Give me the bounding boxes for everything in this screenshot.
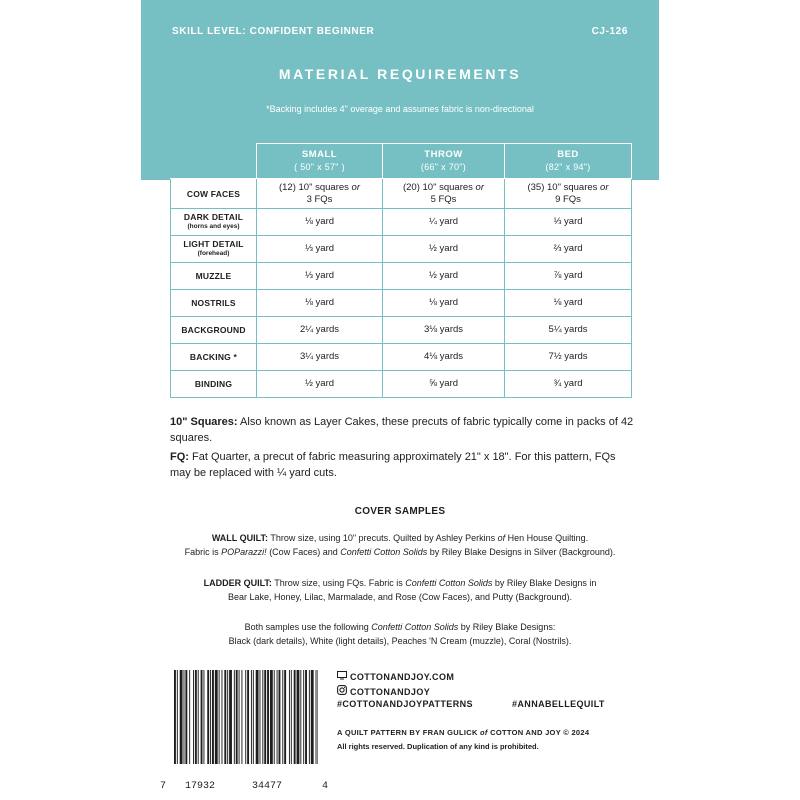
- barcode-bar: [236, 670, 238, 764]
- barcode-bar: [270, 670, 273, 764]
- cell-bed: ⅞ yard: [505, 263, 632, 290]
- row-label: DARK DETAIL (horns and eyes): [171, 209, 257, 236]
- barcode-bar: [222, 670, 223, 764]
- barcode-bar: [251, 670, 252, 764]
- website-link[interactable]: COTTONANDJOY.COM: [337, 671, 454, 682]
- barcode-group-1: 17932: [185, 781, 216, 792]
- table-row: [171, 317, 632, 344]
- cell-throw: ¼ yard: [383, 209, 505, 236]
- cell-throw: 4⅛ yards: [383, 344, 505, 371]
- column-dims: (66" x 70"): [420, 162, 467, 172]
- barcode-digit-last: 4: [322, 781, 329, 792]
- barcode-bar: [184, 670, 185, 764]
- barcode-bar: [198, 670, 199, 764]
- column-small: [257, 144, 383, 179]
- barcode-bar: [294, 670, 296, 764]
- barcode-bar: [309, 670, 310, 764]
- cell-small: (12) 10" squares or 3 FQs: [257, 179, 383, 209]
- cell-throw: ⅝ yard: [383, 371, 505, 398]
- barcode-bar: [174, 670, 176, 764]
- cell-bed: 7½ yards: [505, 344, 632, 371]
- cell-small: ⅓ yard: [257, 236, 383, 263]
- backing-note: *Backing includes 4" overage and assumes fabric is non-directional: [266, 104, 534, 114]
- row-label: BACKING *: [171, 344, 257, 371]
- barcode-bar: [180, 670, 183, 764]
- barcode-bar: [316, 670, 317, 764]
- cover-samples-title: COVER SAMPLES: [354, 506, 446, 517]
- barcode-bar: [245, 670, 246, 764]
- barcode-bar: [210, 670, 211, 764]
- barcode-bar: [203, 670, 204, 764]
- cell-throw: 3⅛ yards: [383, 317, 505, 344]
- barcode-bar: [234, 670, 235, 764]
- cell-small: 3¼ yards: [257, 344, 383, 371]
- barcode-bar: [224, 670, 226, 764]
- barcode-bar: [305, 670, 307, 764]
- cell-bed: ¾ yard: [505, 371, 632, 398]
- barcode-bar: [256, 670, 259, 764]
- cell-bed: ⅓ yard: [505, 209, 632, 236]
- barcode-bar: [291, 670, 292, 764]
- barcode-bar: [297, 670, 300, 764]
- barcode-bar: [193, 670, 194, 764]
- column-name: BED: [557, 149, 579, 160]
- hashtag-quilt: #ANNABELLEQUILT: [512, 699, 605, 709]
- cell-small: ½ yard: [257, 371, 383, 398]
- barcode-bar: [241, 670, 242, 764]
- barcode-bar: [253, 670, 254, 764]
- monitor-icon: [337, 671, 347, 682]
- barcode: [174, 670, 318, 764]
- wall-quilt-description: WALL QUILT: Throw size, using 10" precuts. Quilted by Ashley Perkins of Hen House Quilting. Fabric is POParazzi! (Cow Faces) and Confetti Cotton Solids by Riley Blake Designs in Silver (Background).: [184, 533, 616, 557]
- cell-bed: (35) 10" squares or 9 FQs: [505, 179, 632, 209]
- cell-bed: ⅛ yard: [505, 290, 632, 317]
- barcode-bar: [279, 670, 281, 764]
- barcode-bar: [303, 670, 304, 764]
- barcode-bar: [317, 670, 318, 764]
- cell-bed: ⅔ yard: [505, 236, 632, 263]
- row-label: BINDING: [171, 371, 257, 398]
- barcode-bar: [207, 670, 209, 764]
- barcode-bar: [201, 670, 203, 764]
- barcode-bar: [212, 670, 214, 764]
- column-bed: [505, 144, 632, 179]
- table-corner: [171, 144, 257, 179]
- row-label: MUZZLE: [171, 263, 257, 290]
- barcode-bar: [277, 670, 278, 764]
- cell-throw: ½ yard: [383, 263, 505, 290]
- row-label: LIGHT DETAIL (forehead): [171, 236, 257, 263]
- barcode-bar: [311, 670, 314, 764]
- fq-definition: FQ: Fat Quarter, a precut of fabric measuring approximately 21" x 18". For this pattern, FQs may be replaced with ¼ yard cuts.: [170, 451, 616, 479]
- table-row: [171, 263, 632, 290]
- column-dims: (82" x 94"): [545, 162, 591, 172]
- barcode-bar: [177, 670, 178, 764]
- pattern-code: CJ-126: [591, 26, 628, 37]
- table-row: [171, 371, 632, 398]
- cell-small: ⅛ yard: [257, 290, 383, 317]
- row-label: NOSTRILS: [171, 290, 257, 317]
- instagram-link[interactable]: COTTONANDJOY: [337, 685, 430, 697]
- cell-bed: 5¼ yards: [505, 317, 632, 344]
- barcode-bar: [289, 670, 290, 764]
- barcode-bar: [227, 670, 228, 764]
- barcode-digit-first: 7: [160, 781, 167, 792]
- barcode-bar: [260, 670, 261, 764]
- barcode-group-2: 34477: [252, 781, 283, 792]
- barcode-bar: [282, 670, 283, 764]
- material-requirements-table: [170, 143, 632, 398]
- cell-throw: ½ yard: [383, 236, 505, 263]
- barcode-bar: [300, 670, 301, 764]
- cell-throw: (20) 10" squares or 5 FQs: [383, 179, 505, 209]
- table-header-row: [171, 144, 632, 179]
- rights-notice: All rights reserved. Duplication of any kind is prohibited.: [337, 742, 539, 751]
- barcode-bar: [229, 670, 232, 764]
- barcode-bar: [215, 670, 218, 764]
- barcode-bar: [185, 670, 187, 764]
- column-name: THROW: [424, 149, 463, 160]
- barcode-bar: [267, 670, 269, 764]
- instagram-icon: [337, 685, 347, 697]
- table-row: [171, 179, 632, 209]
- cell-small: ⅛ yard: [257, 209, 383, 236]
- barcode-bar: [189, 670, 190, 764]
- table-row: [171, 209, 632, 236]
- barcode-bar: [262, 670, 263, 764]
- squares-definition: 10" Squares: Also known as Layer Cakes, these precuts of fabric typically come in packs of 42 squares.: [170, 416, 634, 444]
- page-title: MATERIAL REQUIREMENTS: [278, 66, 522, 82]
- hashtag-patterns: #COTTONANDJOYPATTERNS: [337, 699, 473, 709]
- barcode-bar: [274, 670, 275, 764]
- both-samples-description: Both samples use the following Confetti Cotton Solids by Riley Blake Designs: Black (dark details), White (light details), Peaches 'N Cream (muzzle), Coral (Nostrils).: [228, 622, 572, 646]
- barcode-bar: [219, 670, 220, 764]
- barcode-bar: [239, 670, 240, 764]
- row-label: COW FACES: [171, 179, 257, 209]
- table-row: [171, 236, 632, 263]
- barcode-bar: [195, 670, 197, 764]
- cell-small: ⅓ yard: [257, 263, 383, 290]
- column-name: SMALL: [301, 149, 338, 160]
- barcode-bar: [284, 670, 286, 764]
- column-throw: [383, 144, 505, 179]
- barcode-bar: [264, 670, 266, 764]
- skill-level: SKILL LEVEL: CONFIDENT BEGINNER: [172, 26, 375, 37]
- pattern-credit: A QUILT PATTERN BY FRAN GULICK of COTTON AND JOY © 2024: [337, 728, 590, 737]
- barcode-bar: [247, 670, 249, 764]
- cell-throw: ⅛ yard: [383, 290, 505, 317]
- row-label: BACKGROUND: [171, 317, 257, 344]
- column-dims: ( 50" x 57" ): [294, 162, 345, 172]
- ladder-quilt-description: LADDER QUILT: Throw size, using FQs. Fabric is Confetti Cotton Solids by Riley Blake Designs in Bear Lake, Honey, Lilac, Marmalade, and Rose (Cow Faces), and Putty (Background).: [203, 578, 597, 602]
- cell-small: 2¼ yards: [257, 317, 383, 344]
- table-row: [171, 290, 632, 317]
- table-row: [171, 344, 632, 371]
